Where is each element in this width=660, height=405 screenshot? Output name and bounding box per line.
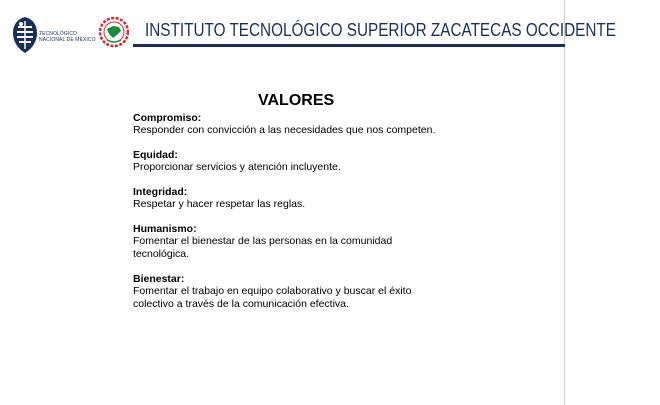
header-rule [133,44,565,47]
value-title: Equidad: [133,149,178,161]
value-text: Fomentar el bienestar de las personas en la comunidad tecnológica. [133,235,393,260]
header [0,0,616,52]
itszo-logo [99,16,129,48]
value-title: Integridad: [133,186,188,198]
value-text: Respetar y hacer respetar las reglas. [133,198,306,210]
value-text: Proporcionar servicios y atención incluyente. [133,161,341,173]
value-item-compromiso [133,112,553,137]
value-item-bienestar [133,273,553,311]
tecnm-logo-text: TECNOLÓGICO NACIONAL DE MÉXICO [39,31,96,43]
tecnm-logo [10,15,40,55]
header-title: INSTITUTO TECNOLÓGICO SUPERIOR ZACATECAS OCCIDENTE [145,20,616,40]
value-title: Bienestar: [133,273,185,285]
values-list [133,112,553,323]
value-title: Compromiso: [133,112,202,124]
page-heading: VALORES [258,92,335,109]
value-item-humanismo [133,223,553,261]
value-title: Humanismo: [133,223,197,235]
value-text: Responder con convicción a las necesidades que nos competen. [133,124,436,136]
value-item-integridad [133,186,553,211]
value-text: Fomentar el trabajo en equipo colaborativo y buscar el éxito colectivo a través de la comunicación efectiva. [133,285,412,310]
value-item-equidad [133,149,553,174]
